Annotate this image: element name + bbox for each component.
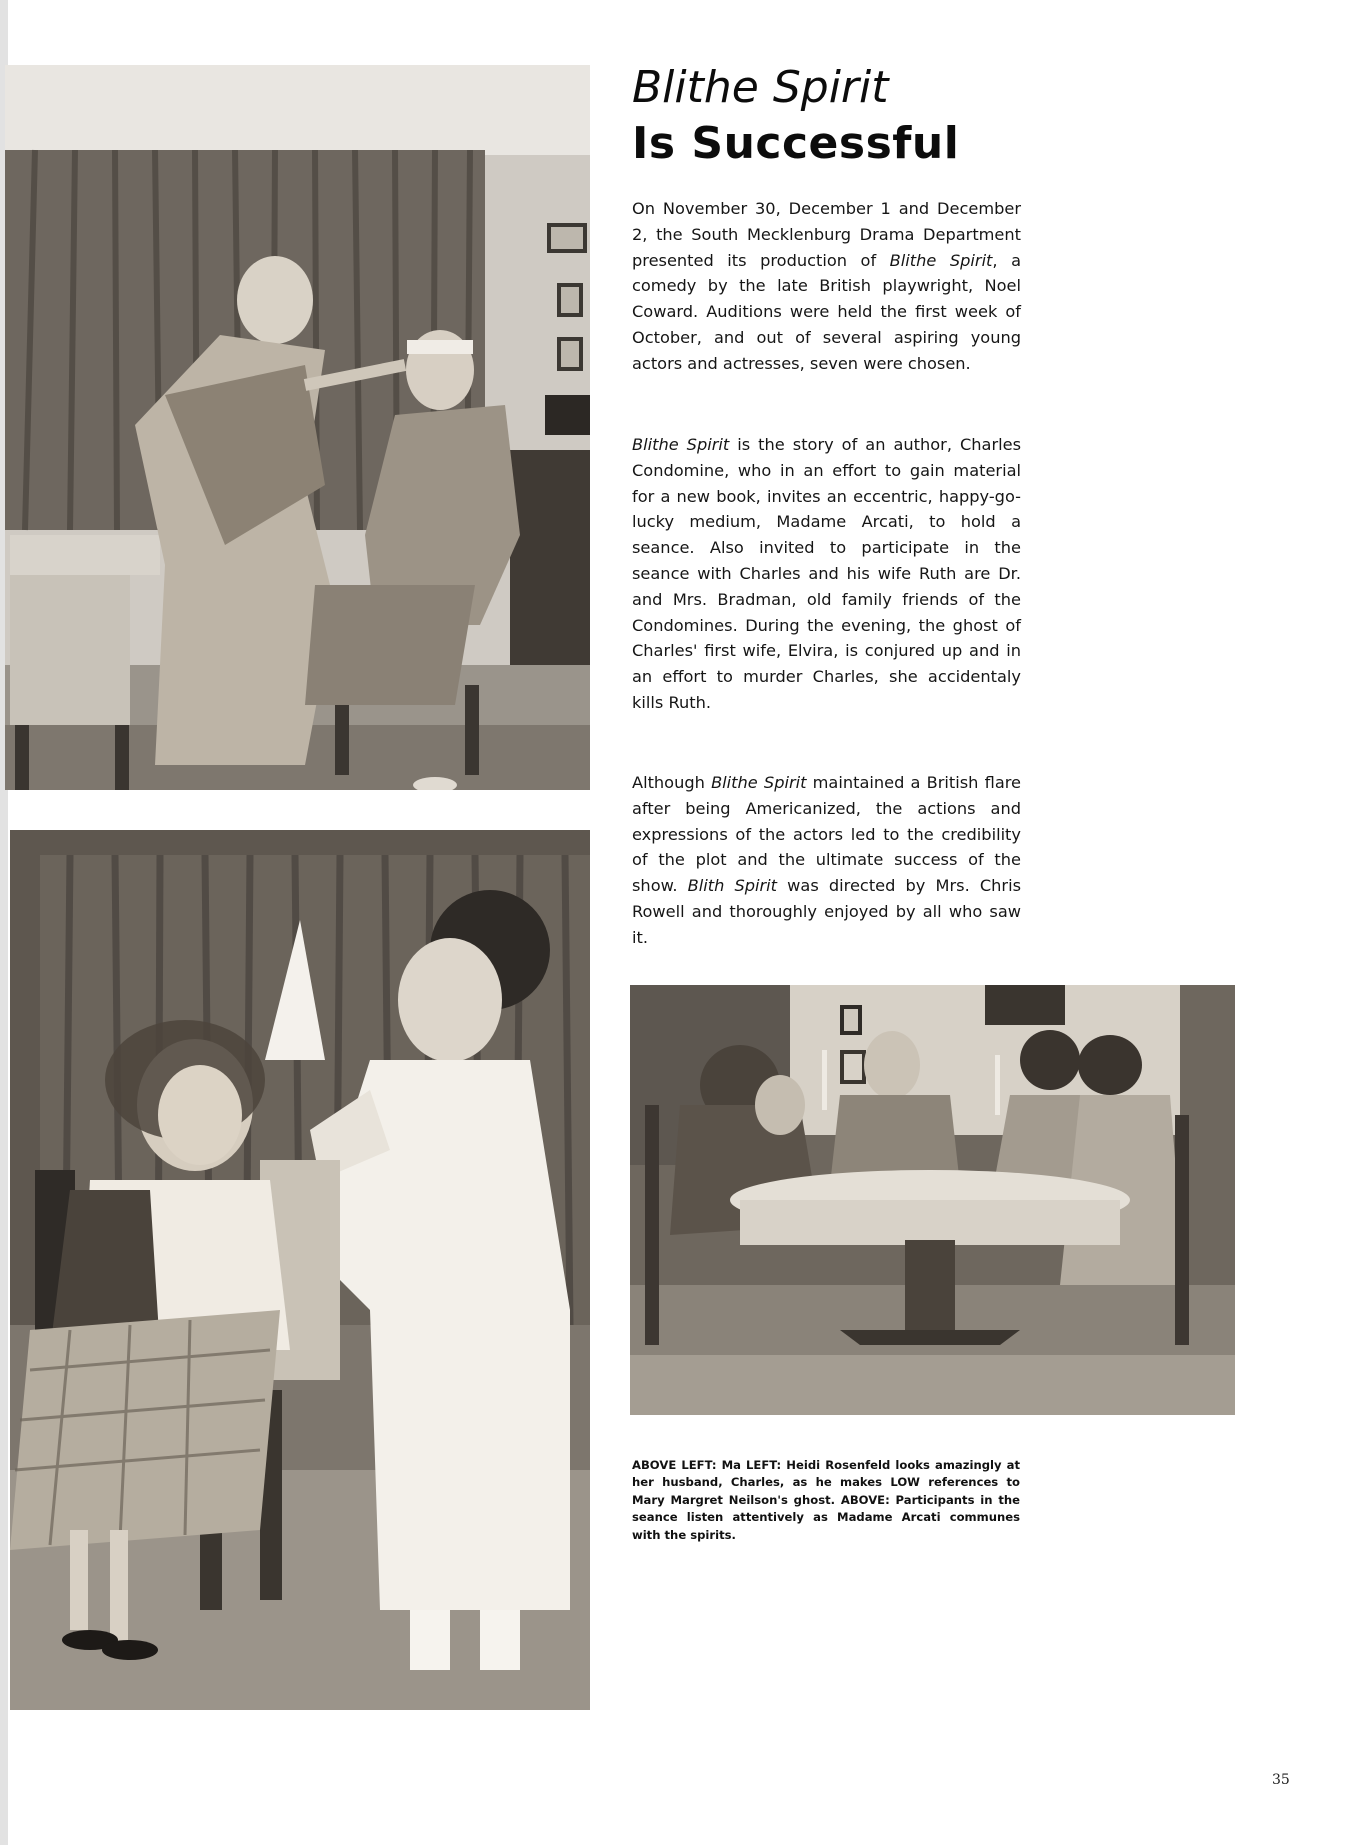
photo-caption: ABOVE LEFT: Ma LEFT: Heidi Rosenfeld looks amazingly at her husband, Charles, as he makes LOW references to Mary Margret Neilson's ghost. ABOVE: Participants in the seance listen attentively as Madame Arcati communes with the spirits. xyxy=(632,1458,1020,1542)
article-paragraph-2: Blithe Spirit is the story of an author, Charles Condomine, who in an effort to gain material for a new book, invites an eccentric, happy-go-lucky medium, Madame Arcati, to hold a seance. Also invited to participate in the seance with Charles and his wife Ruth are Dr. and Mrs. Bradman, old family friends of the Condomines. During the evening, the ghost of Charles' first wife, Elvira, is conjured up and in an effort to murder Charles, she accidentaly kills Ruth. xyxy=(632,435,1022,712)
photo-stage-scene-bottom-left xyxy=(10,830,590,1710)
photo-seance-table xyxy=(630,985,1235,1415)
photo-stage-scene-top-left xyxy=(5,65,590,790)
article-headline xyxy=(632,60,1192,172)
headline-line-2: Is Successful xyxy=(632,118,960,169)
article-paragraph-3: Although Blithe Spirit maintained a British flare after being Americanized, the actions and expressions of the actors led to the credibility of the plot and the ultimate success of the show. Blith Spirit was directed by Mrs. Chris Rowell and thoroughly enjoyed by all who saw it. xyxy=(632,773,1022,947)
article-paragraph-1: On November 30, December 1 and December 2, the South Mecklenburg Drama Department presented its production of Blithe Spirit, a comedy by the late British playwright, Noel Coward. Auditions were held the first week of October, and out of several aspiring young actors and actresses, seven were chosen. xyxy=(632,199,1022,373)
page-number: 35 xyxy=(1272,1772,1290,1788)
headline-line-1: Blithe Spirit xyxy=(632,62,889,113)
